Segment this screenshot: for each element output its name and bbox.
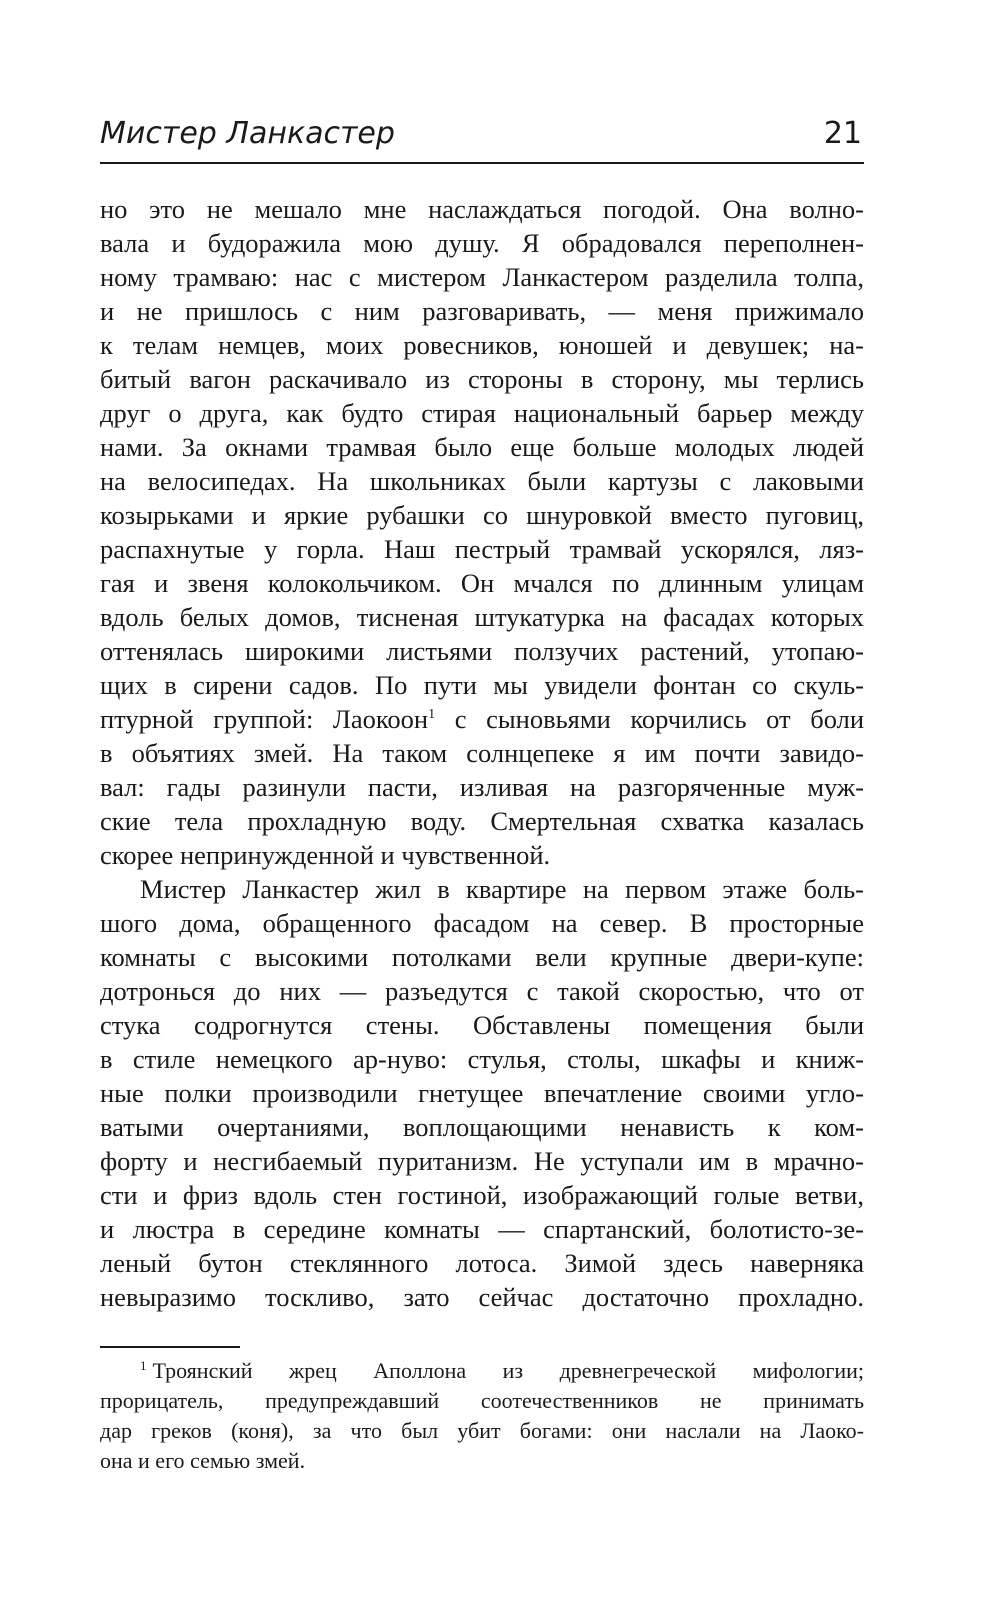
text-line: гая и звеня колокольчиком. Он мчался по длинным улицам	[100, 568, 864, 598]
running-title: Мистер Ланкастер	[100, 116, 395, 151]
text-line: леный бутон стеклянного лотоса. Зимой здесь наверняка	[100, 1248, 864, 1278]
text-segment: птурной группой: Лаокоон	[100, 704, 429, 734]
text-line: оттенялась широкими листьями ползучих растений, утопаю-	[100, 636, 864, 666]
footnote-line: она и его семью змей.	[100, 1448, 306, 1473]
text-line: форту и несгибаемый пуританизм. Не уступали им в мрачно-	[100, 1146, 864, 1176]
text-line: друг о друга, как будто стирая национальный барьер между	[100, 398, 864, 428]
text-line: нами. За окнами трамвая было еще больше молодых людей	[100, 432, 864, 462]
text-line: стука содрогнутся стены. Обставлены помещения были	[100, 1010, 864, 1040]
text-line: ватыми очертаниями, воплощающими ненависть к ком-	[100, 1112, 864, 1142]
text-line: к телам немцев, моих ровесников, юношей и девушек; на-	[100, 330, 864, 360]
text-line: Мистер Ланкастер жил в квартире на первом этаже боль-	[140, 874, 864, 904]
text-line: сти и фриз вдоль стен гостиной, изображающий голые ветви,	[100, 1180, 864, 1210]
footnotes	[100, 1356, 864, 1476]
body-text	[100, 192, 864, 1314]
text-segment: с сыновьями корчились от боли	[435, 704, 865, 734]
page-header	[100, 112, 864, 164]
text-line: ские тела прохладную воду. Смертельная схватка казалась	[100, 806, 864, 836]
text-line: козырьками и яркие рубашки со шнуровкой вместо пуговиц,	[100, 500, 864, 530]
text-line: щих в сирени садов. По пути мы увидели фонтан со скуль-	[100, 670, 864, 700]
text-line: невыразимо тоскливо, зато сейчас достаточно прохладно.	[100, 1282, 864, 1312]
text-line: на велосипедах. На школьниках были картузы с лаковыми	[100, 466, 864, 496]
text-line: ные полки производили гнетущее впечатление своими угло-	[100, 1078, 864, 1108]
text-line: и не пришлось с ним разговаривать, — меня прижимало	[100, 296, 864, 326]
page-number: 21	[823, 116, 862, 151]
text-line: битый вагон раскачивало из стороны в сторону, мы терлись	[100, 364, 864, 394]
text-line: но это не мешало мне наслаждаться погодой. Она волно-	[100, 194, 864, 224]
footnote-text: Троянский жрец Аполлона из древнегреческой мифологии;	[152, 1358, 864, 1383]
footnote-number: 1	[140, 1358, 147, 1373]
text-line: шого дома, обращенного фасадом на север. В просторные	[100, 908, 864, 938]
text-line: комнаты с высокими потолками вели крупные двери-купе:	[100, 942, 864, 972]
text-line: распахнутые у горла. Наш пестрый трамвай ускорялся, ляз-	[100, 534, 864, 564]
text-line: ному трамваю: нас с мистером Ланкастером разделила толпа,	[100, 262, 864, 292]
text-line: дотронься до них — разъедутся с такой скоростью, что от	[100, 976, 864, 1006]
text-line: вдоль белых домов, тисненая штукатурка на фасадах которых	[100, 602, 864, 632]
text-line-with-footnote	[100, 702, 864, 736]
text-line: вал: гады разинули пасти, изливая на разгоряченные муж-	[100, 772, 864, 802]
footnote-line	[100, 1356, 864, 1386]
text-line: и люстра в середине комнаты — спартанский, болотисто-зе-	[100, 1214, 864, 1244]
text-line: вала и будоражила мою душу. Я обрадовался переполнен-	[100, 228, 864, 258]
footnote-marker[interactable]: 1	[428, 707, 436, 722]
text-line: в стиле немецкого ар-нуво: стулья, столы, шкафы и книж-	[100, 1044, 864, 1074]
text-line: скорее непринужденной и чувственной.	[100, 840, 551, 870]
footnote-line: дар греков (коня), за что был убит богами: они наслали на Лаоко-	[100, 1418, 864, 1443]
footnote-separator	[100, 1346, 240, 1348]
footnote-line: прорицатель, предупреждавший соотечественников не принимать	[100, 1388, 864, 1413]
text-line: в объятиях змей. На таком солнцепеке я им почти завидо-	[100, 738, 864, 768]
